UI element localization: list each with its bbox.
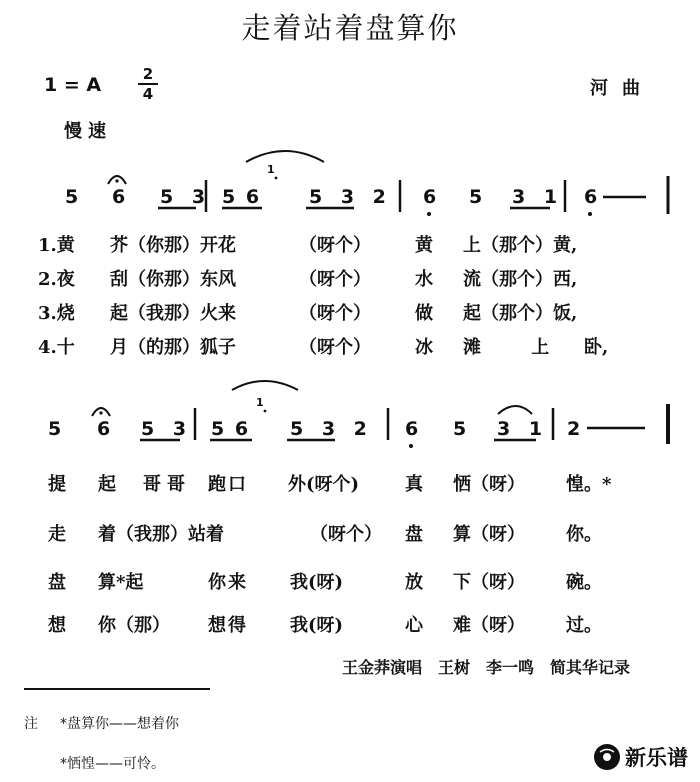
lyric: 算（呀）	[453, 524, 525, 545]
lyric: 难（呀）	[453, 615, 525, 636]
lyric: 黄	[415, 235, 433, 256]
lyric: 着（我那）站着	[98, 524, 224, 545]
note: 5	[65, 186, 79, 208]
lyric: 你（那）	[98, 615, 170, 636]
lyric: 哥哥	[143, 474, 191, 495]
time-denominator: 4	[142, 85, 154, 103]
note: 3 1	[497, 418, 549, 440]
footnote-label: 注	[24, 716, 38, 732]
lyric: 起（那个）饭,	[463, 303, 578, 324]
lyric: （呀个）	[299, 337, 371, 358]
lyric: （呀个）	[310, 524, 382, 545]
lyric: 提	[48, 474, 66, 495]
footnote-item: *恓惶——可怜。	[60, 756, 165, 772]
octave-dot	[409, 444, 413, 448]
lyric: 惶。*	[566, 474, 612, 495]
song-origin: 河曲	[590, 78, 654, 99]
logo-text: 新乐谱	[625, 746, 688, 770]
lyric: 恓（呀）	[453, 474, 525, 495]
fermata-dot	[99, 411, 102, 414]
note: 5 6	[222, 186, 262, 208]
lyric: 真	[405, 474, 423, 495]
lyric: 4.十	[38, 337, 75, 358]
lyric: 盘	[405, 524, 423, 545]
note: 6	[584, 186, 598, 208]
lyric: 起	[98, 474, 116, 495]
lyric: 做	[415, 303, 433, 324]
note: 5	[48, 418, 62, 440]
music-disc-icon	[593, 743, 621, 771]
lyric: 我(呀)	[290, 572, 344, 593]
lyric: 想	[48, 615, 66, 636]
lyric: 你。	[566, 524, 602, 545]
lyric: 过。	[566, 615, 602, 636]
song-title: 走着站着盘算你	[241, 11, 459, 45]
performer-credit: 王金莽演唱 王树 李一鸣 简其华记录	[341, 658, 630, 677]
site-logo[interactable]	[593, 740, 688, 774]
lyric: 2.夜	[38, 269, 75, 290]
lyric: 上（那个）黄,	[463, 235, 578, 256]
lyric: （呀个）	[299, 303, 371, 324]
lyric: （呀个）	[299, 235, 371, 256]
lyric: 走	[48, 524, 66, 545]
lyric: 芥（你那）开花	[110, 235, 236, 256]
grace-dot	[275, 177, 278, 180]
lyric: 滩 上	[463, 337, 572, 358]
key-signature: 1 = A	[44, 74, 102, 96]
grace-note: 1	[256, 396, 264, 409]
lyric: 起（我那）火来	[110, 303, 236, 324]
octave-dot	[588, 212, 592, 216]
note: 5	[453, 418, 467, 440]
note: 6	[112, 186, 126, 208]
note: 5 3 2	[290, 418, 373, 440]
note: 5 6	[211, 418, 251, 440]
note: 3 1	[512, 186, 564, 208]
lyric: 放	[405, 572, 423, 593]
note: 6	[423, 186, 437, 208]
lyric: 你来	[208, 572, 248, 593]
note: 5 3	[160, 186, 212, 208]
lyric: 下（呀）	[453, 572, 525, 593]
lyric: 水	[415, 269, 433, 290]
lyric: （呀个）	[299, 269, 371, 290]
lyric: 算*起	[98, 572, 144, 593]
note: 5	[469, 186, 483, 208]
octave-dot	[427, 212, 431, 216]
note: 5 3 2	[309, 186, 392, 208]
footnote-divider	[24, 688, 210, 690]
lyric: 心	[405, 615, 423, 636]
lyric: 盘	[48, 572, 66, 593]
slur	[246, 151, 324, 162]
lyric: 跑口	[208, 474, 248, 495]
slur	[498, 406, 532, 414]
lyric: 外(呀个)	[288, 474, 360, 495]
lyric: 碗。	[566, 572, 602, 593]
slur	[232, 381, 298, 390]
note: 2	[567, 418, 581, 440]
fermata-dot	[115, 179, 118, 182]
grace-dot	[264, 410, 267, 413]
lyric: 流（那个）西,	[463, 269, 578, 290]
note: 5 3	[141, 418, 193, 440]
lyric: 1.黄	[38, 235, 75, 256]
lyric: 冰	[415, 337, 433, 358]
footnote-item: *盘算你——想着你	[60, 716, 179, 732]
lyric: 我(呀)	[290, 615, 344, 636]
lyric: 想得	[208, 615, 248, 636]
lyric: 月（的那）狐子	[110, 337, 236, 358]
note: 6	[405, 418, 419, 440]
lyric: 3.烧	[38, 303, 75, 324]
grace-note: 1	[267, 163, 275, 176]
note: 6	[97, 418, 111, 440]
lyric: 卧,	[584, 337, 609, 358]
lyric: 刮（你那）东风	[110, 269, 236, 290]
time-numerator: 2	[142, 65, 154, 83]
tempo-marking: 慢速	[64, 121, 112, 142]
